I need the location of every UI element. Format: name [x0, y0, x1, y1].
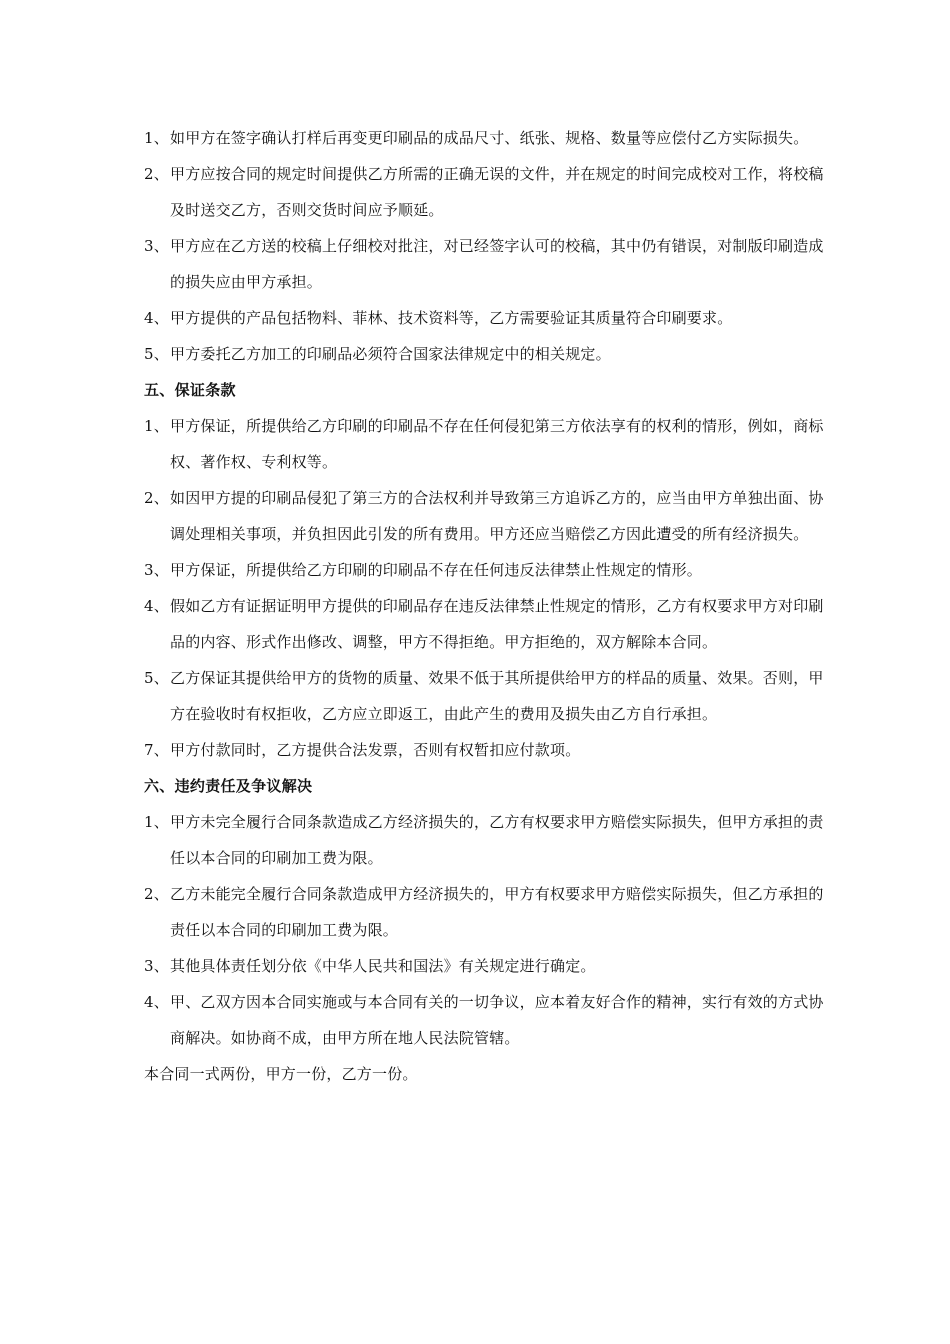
clause-number: 1、 — [144, 417, 169, 435]
clause-text: 甲方付款同时，乙方提供合法发票，否则有权暂扣应付款项。 — [170, 741, 581, 759]
clause-5-5 — [144, 660, 824, 732]
clause-number: 4、 — [144, 597, 169, 615]
clause-number: 1、 — [144, 813, 169, 831]
clause-number: 1、 — [144, 129, 169, 147]
clause-text: 甲方应按合同的规定时间提供乙方所需的正确无误的文件，并在规定的时间完成校对工作，将校稿及时送交乙方，否则交货时间应予顺延。 — [170, 165, 824, 219]
clause-number: 2、 — [144, 489, 169, 507]
clause-6-2 — [144, 876, 824, 948]
clause-text: 甲方保证，所提供给乙方印刷的印刷品不存在任何违反法律禁止性规定的情形。 — [170, 561, 703, 579]
clause-5-7 — [144, 732, 824, 768]
clause-number: 3、 — [144, 957, 169, 975]
clause-text: 甲方应在乙方送的校稿上仔细校对批注，对已经签字认可的校稿，其中仍有错误，对制版印刷造成的损失应由甲方承担。 — [170, 237, 824, 291]
clause-5-3 — [144, 552, 824, 588]
clause-text: 乙方未能完全履行合同条款造成甲方经济损失的，甲方有权要求甲方赔偿实际损失，但乙方承担的责任以本合同的印刷加工费为限。 — [170, 885, 824, 939]
clause-text: 甲方委托乙方加工的印刷品必须符合国家法律规定中的相关规定。 — [170, 345, 611, 363]
clause-number: 5、 — [144, 669, 169, 687]
clause-5-2 — [144, 480, 824, 552]
clause-4-4 — [144, 300, 824, 336]
clause-text: 甲方提供的产品包括物料、菲林、技术资料等，乙方需要验证其质量符合印刷要求。 — [170, 309, 733, 327]
clause-number: 4、 — [144, 993, 169, 1011]
clause-number: 3、 — [144, 561, 169, 579]
clause-6-3 — [144, 948, 824, 984]
clause-6-1 — [144, 804, 824, 876]
clause-text: 甲方保证，所提供给乙方印刷的印刷品不存在任何侵犯第三方依法享有的权利的情形，例如，商标权、著作权、专利权等。 — [170, 417, 824, 471]
closing-statement: 本合同一式两份，甲方一份，乙方一份。 — [144, 1065, 418, 1083]
clause-number: 4、 — [144, 309, 169, 327]
clause-number: 2、 — [144, 885, 169, 903]
clause-4-2 — [144, 156, 824, 228]
clause-number: 3、 — [144, 237, 169, 255]
clause-number: 2、 — [144, 165, 169, 183]
clause-5-1 — [144, 408, 824, 480]
clause-text: 如甲方在签字确认打样后再变更印刷品的成品尺寸、纸张、规格、数量等应偿付乙方实际损失。 — [170, 129, 809, 147]
contract-body — [144, 120, 824, 1092]
clause-6-4 — [144, 984, 824, 1056]
clause-5-4 — [144, 588, 824, 660]
clause-text: 其他具体责任划分依《中华人民共和国法》有关规定进行确定。 — [170, 957, 596, 975]
clause-text: 甲、乙双方因本合同实施或与本合同有关的一切争议，应本着友好合作的精神，实行有效的方式协商解决。如协商不成，由甲方所在地人民法院管辖。 — [170, 993, 824, 1047]
clause-4-3 — [144, 228, 824, 300]
clause-text: 如因甲方提的印刷品侵犯了第三方的合法权利并导致第三方追诉乙方的，应当由甲方单独出面、协调处理相关事项，并负担因此引发的所有费用。甲方还应当赔偿乙方因此遭受的所有经济损失。 — [170, 489, 824, 543]
clause-4-1 — [144, 120, 824, 156]
clause-text: 假如乙方有证据证明甲方提供的印刷品存在违反法律禁止性规定的情形，乙方有权要求甲方对印刷品的内容、形式作出修改、调整，甲方不得拒绝。甲方拒绝的，双方解除本合同。 — [170, 597, 824, 651]
clause-number: 7、 — [144, 741, 169, 759]
clause-number: 5、 — [144, 345, 169, 363]
clause-text: 甲方未完全履行合同条款造成乙方经济损失的，乙方有权要求甲方赔偿实际损失，但甲方承担的责任以本合同的印刷加工费为限。 — [170, 813, 824, 867]
clause-4-5 — [144, 336, 824, 372]
section-heading-liability: 六、违约责任及争议解决 — [144, 777, 313, 795]
clause-text: 乙方保证其提供给甲方的货物的质量、效果不低于其所提供给甲方的样品的质量、效果。否则，甲方在验收时有权拒收，乙方应立即返工，由此产生的费用及损失由乙方自行承担。 — [170, 669, 824, 723]
section-heading-guarantee: 五、保证条款 — [144, 381, 236, 399]
